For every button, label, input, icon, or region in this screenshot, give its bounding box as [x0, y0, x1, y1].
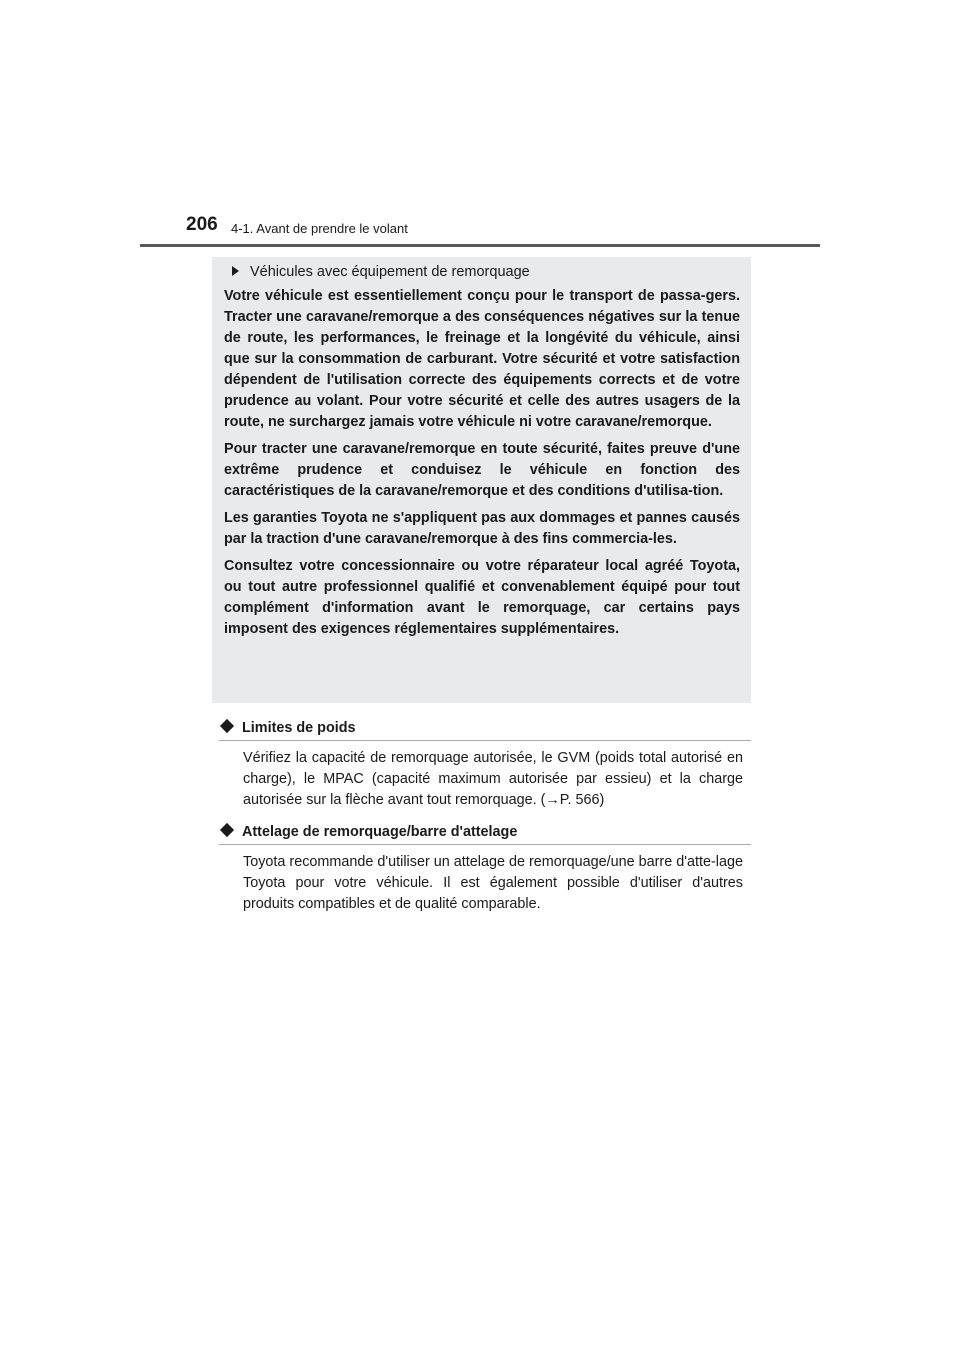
section-heading-text: Attelage de remorquage/barre d'attelage [242, 824, 518, 840]
section-heading-weight-limits [219, 718, 751, 741]
section-title: 4-1. Avant de prendre le volant [231, 221, 408, 236]
header-rule [140, 244, 820, 247]
triangle-bullet-icon [232, 266, 239, 276]
caution-paragraph: Votre véhicule est essentiellement conçu pour le transport de passa-gers. Tracter une caravane/remorque a des conséquences négatives sur la tenue de route, les performances, le freinage et la longévité du véhicule, ainsi que sur la consommation de carburant. Votre sécurité et votre satisfaction dépendent de l'utilisation correcte des équipements corrects et de votre prudence au volant. Pour votre sécurité et celle des autres usagers de la route, ne surchargez jamais votre véhicule ni votre caravane/remorque. [224, 288, 740, 430]
caution-paragraph: Les garanties Toyota ne s'appliquent pas aux dommages et pannes causés par la traction d'une caravane/remorque à des fins commercia-les. [224, 510, 740, 547]
page-number: 206 [186, 214, 218, 235]
caution-heading [224, 262, 740, 282]
caution-paragraph: Consultez votre concessionnaire ou votre réparateur local agréé Toyota, ou tout autre professionnel qualifié et convenablement équipé pour tout complément d'information avant le remorquage, car certains pays imposent des exigences réglementaires supplémentaires. [224, 558, 740, 637]
diamond-bullet-icon [220, 823, 234, 837]
section-body-hitch: Toyota recommande d'utiliser un attelage de remorquage/une barre d'atte-lage Toyota pour votre véhicule. Il est également possible d'utiliser d'autres produits compatibles et de qualité comparable. [243, 854, 743, 912]
section-heading-hitch [219, 822, 751, 845]
caution-heading-text: Véhicules avec équipement de remorquage [250, 264, 530, 280]
diamond-bullet-icon [220, 719, 234, 733]
caution-box [212, 257, 751, 703]
section-heading-text: Limites de poids [242, 720, 356, 736]
section-body-weight-limits: Vérifiez la capacité de remorquage autorisée, le GVM (poids total autorisé en charge), le MPAC (capacité maximum autorisée par essieu) et la charge autorisée sur la flèche avant tout remorquage. (→P. 566) [243, 750, 743, 808]
caution-paragraph: Pour tracter une caravane/remorque en toute sécurité, faites preuve d'une extrême prudence et conduisez le véhicule en fonction des caractéristiques de la caravane/remorque et des conditions d'utilisa-tion. [224, 441, 740, 499]
